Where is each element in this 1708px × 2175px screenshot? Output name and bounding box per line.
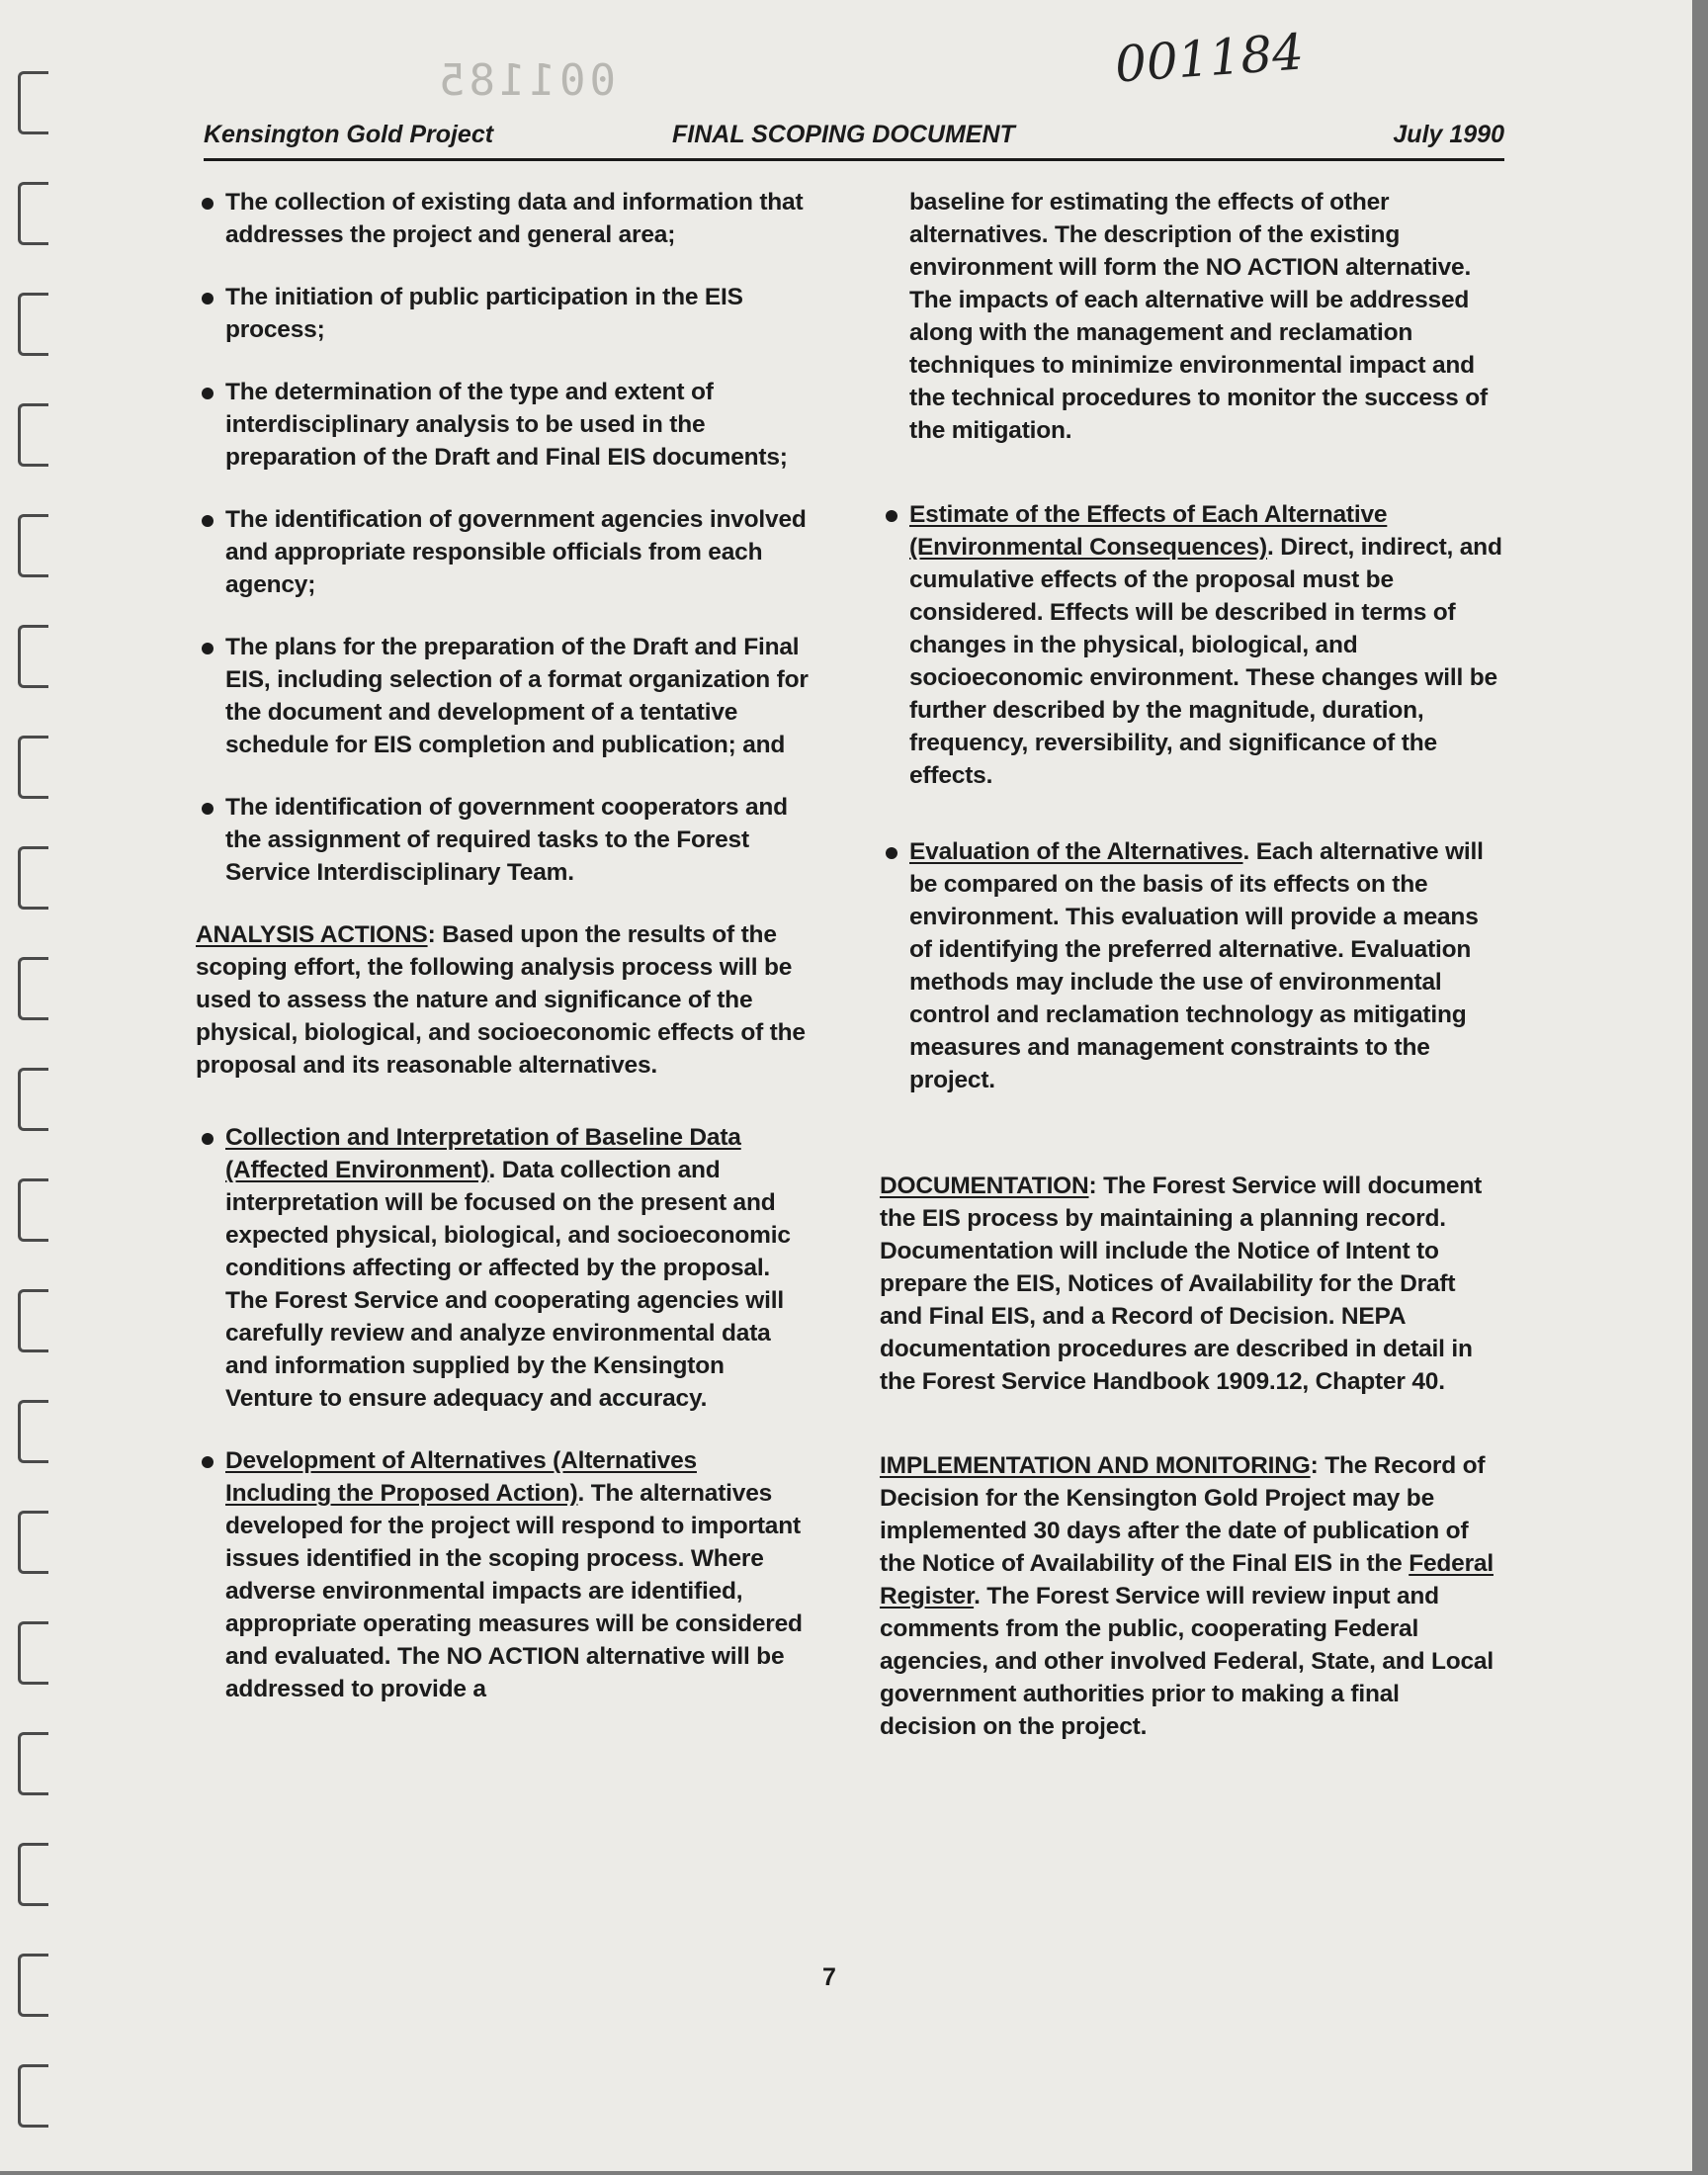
analysis-actions-text: : Based upon the results of the scoping effort, the following analysis process will be used to assess the nature and significance of the physical, biological, and socioeconomic effects of the proposal and its reasonable alternatives. — [196, 921, 806, 1079]
implementation-heading: IMPLEMENTATION AND MONITORING — [880, 1452, 1311, 1479]
binder-hole-7 — [18, 736, 48, 799]
binder-hole-5 — [18, 514, 48, 577]
handwritten-document-number: 001184 — [1113, 23, 1306, 94]
header-date: July 1990 — [1393, 121, 1504, 148]
alternatives-item — [196, 1444, 809, 1705]
implementation-text-before: : The Record of Decision for the Kensington Gold Project may be implemented 30 days after the date of publication of the Notice of Availability of the Final EIS in the — [880, 1452, 1486, 1577]
binder-hole-3 — [18, 293, 48, 356]
list-item — [196, 376, 809, 474]
documentation-text: : The Forest Service will document the EIS process by maintaining a planning record. Documentation will include the Notice of Intent to prepare the EIS, Notices of Availability for the Draft and Final EIS, and a Record of Decision. NEPA documentation procedures are described in detail in the Forest Service Handbook 1909.12, Chapter 40. — [880, 1173, 1483, 1395]
evaluation-item — [880, 835, 1502, 1096]
bullet-icon — [202, 643, 214, 654]
implementation-paragraph — [880, 1449, 1502, 1743]
bullet-icon — [202, 515, 214, 527]
page-header — [204, 119, 1504, 161]
bullet-icon — [202, 293, 214, 304]
binder-hole-1 — [18, 71, 48, 134]
baseline-data-item — [196, 1121, 809, 1415]
right-column — [880, 186, 1502, 1783]
list-item — [196, 631, 809, 761]
binder-hole-18 — [18, 1954, 48, 2017]
binder-hole-4 — [18, 403, 48, 467]
list-item-text: The determination of the type and extent of interdisciplinary analysis to be used in the preparation of the Draft and Final EIS documents; — [225, 379, 788, 471]
analysis-actions-heading: ANALYSIS ACTIONS — [196, 921, 428, 948]
bullet-icon — [886, 847, 897, 859]
binder-hole-15 — [18, 1621, 48, 1685]
analysis-actions-paragraph — [196, 918, 809, 1082]
binder-hole-12 — [18, 1289, 48, 1352]
header-project-name: Kensington Gold Project — [204, 121, 494, 148]
baseline-data-heading: Collection and Interpretation of Baseline Data (Affected Environment) — [225, 1124, 741, 1183]
binder-hole-13 — [18, 1400, 48, 1463]
alternatives-heading: Development of Alternatives (Alternatives Including the Proposed Action) — [225, 1447, 697, 1507]
binder-hole-11 — [18, 1178, 48, 1242]
list-item — [196, 186, 809, 251]
binder-hole-8 — [18, 846, 48, 910]
list-item-text: The collection of existing data and information that addresses the project and general area; — [225, 189, 804, 248]
bullet-icon — [202, 803, 214, 815]
evaluation-text: . Each alternative will be compared on the basis of its effects on the environment. This evaluation will provide a means of identifying the preferred alternative. Evaluation methods may include the use of environmental control and reclamation technology as mitigating measures and management constraints to the project. — [909, 838, 1484, 1093]
implementation-text-after: . The Forest Service will review input and comments from the public, cooperating Federal agencies, and other involved Federal, State, and Local government authorities prior to making a final decision on the project. — [880, 1583, 1494, 1740]
binder-hole-6 — [18, 625, 48, 688]
bullet-icon — [886, 510, 897, 522]
header-document-title: FINAL SCOPING DOCUMENT — [672, 121, 1015, 148]
left-column — [196, 186, 809, 1735]
binder-hole-14 — [18, 1511, 48, 1574]
documentation-heading: DOCUMENTATION — [880, 1173, 1089, 1199]
list-item — [196, 791, 809, 889]
alternatives-continuation: baseline for estimating the effects of other alternatives. The description of the existing environment will form the NO ACTION alternative. The impacts of each alternative will be addressed along with the management and reclamation techniques to minimize environmental impact and the technical procedures to monitor the success of the mitigation. — [909, 189, 1488, 444]
list-item — [196, 281, 809, 346]
binder-hole-17 — [18, 1843, 48, 1906]
binder-hole-19 — [18, 2064, 48, 2128]
effects-heading: Estimate of the Effects of Each Alternative (Environmental Consequences) — [909, 501, 1388, 561]
effects-item — [880, 498, 1502, 792]
bullet-icon — [202, 388, 214, 399]
bullet-icon — [202, 198, 214, 210]
binder-hole-2 — [18, 182, 48, 245]
alternatives-text: . The alternatives developed for the project will respond to important issues identified in the scoping process. Where adverse environmental impacts are identified, appropriate operating measures will be considered and evaluated. The NO ACTION alternative will be addressed to provide a — [225, 1480, 803, 1702]
baseline-data-text: . Data collection and interpretation will be focused on the present and expected physical, biological, and socioeconomic conditions affecting or affected by the proposal. The Forest Service and cooperating agencies will carefully review and analyze environmental data and information supplied by the Kensington Venture to ensure adequacy and accuracy. — [225, 1157, 791, 1412]
list-item-text: The identification of government cooperators and the assignment of required tasks to the Forest Service Interdisciplinary Team. — [225, 794, 788, 886]
list-item-text: The identification of government agencies involved and appropriate responsible officials from each agency; — [225, 506, 807, 598]
binder-hole-9 — [18, 957, 48, 1020]
effects-text: . Direct, indirect, and cumulative effects of the proposal must be considered. Effects will be described in terms of changes in the physical, biological, and socioeconomic environment. These changes will be further described by the magnitude, duration, frequency, reversibility, and significance of the effects. — [909, 534, 1502, 789]
bullet-icon — [202, 1133, 214, 1145]
bleed-through-number: 001185 — [435, 55, 616, 106]
binder-hole-16 — [18, 1732, 48, 1795]
list-item-text: The plans for the preparation of the Draft and Final EIS, including selection of a format organization for the document and development of a tentative schedule for EIS completion and publication; and — [225, 634, 809, 758]
bullet-icon — [202, 1456, 214, 1468]
federal-register-reference: Federal Register — [880, 1550, 1494, 1610]
page-number: 7 — [822, 1963, 836, 1991]
list-item — [196, 503, 809, 601]
evaluation-heading: Evaluation of the Alternatives — [909, 838, 1243, 865]
binder-hole-10 — [18, 1068, 48, 1131]
list-item-text: The initiation of public participation in the EIS process; — [225, 284, 743, 343]
documentation-paragraph — [880, 1170, 1502, 1398]
